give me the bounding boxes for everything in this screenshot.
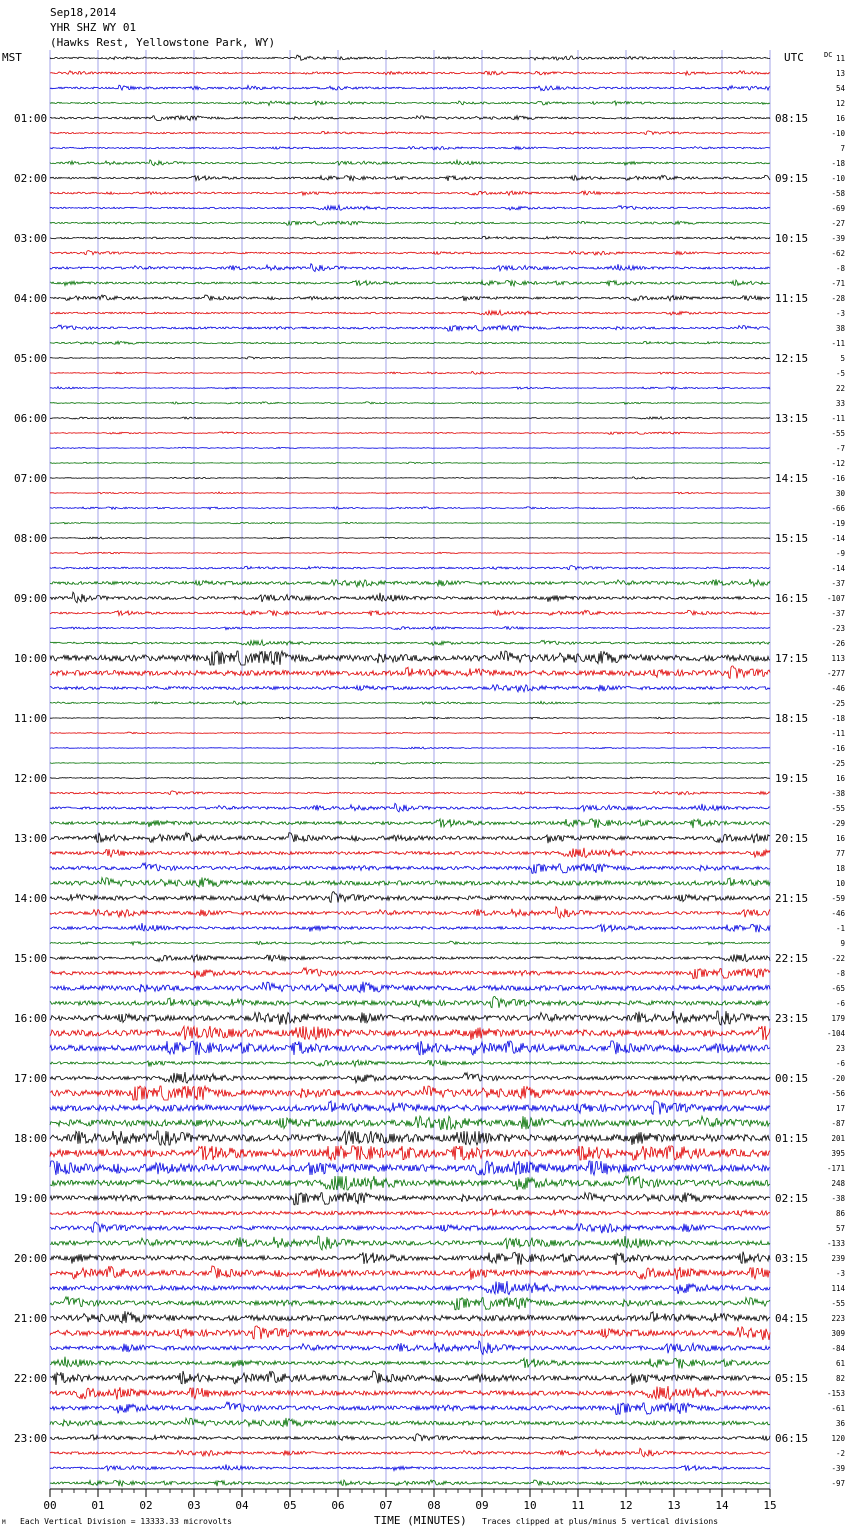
trace-76 — [50, 1176, 770, 1190]
trace-23 — [50, 387, 770, 390]
trace-29 — [50, 477, 770, 479]
dc-offset-label: 61 — [835, 1359, 845, 1368]
utc-hour-label: 03:15 — [775, 1252, 809, 1265]
trace-93 — [50, 1434, 770, 1441]
dc-offset-label: -55 — [831, 1299, 845, 1308]
dc-offset-label: -2 — [835, 1449, 845, 1458]
trace-96 — [50, 1480, 770, 1486]
x-tick-label: 13 — [667, 1499, 681, 1512]
trace-62 — [50, 968, 770, 979]
utc-hour-label: 06:15 — [775, 1432, 809, 1445]
utc-hour-label: 05:15 — [775, 1372, 809, 1385]
dc-offset-label: -1 — [835, 924, 845, 933]
mst-hour-label: 14:00 — [14, 892, 48, 905]
x-tick-label: 14 — [715, 1499, 729, 1512]
dc-offset-label: -59 — [831, 894, 845, 903]
x-tick-label: 10 — [523, 1499, 537, 1512]
dc-offset-label: -18 — [831, 159, 845, 168]
dc-offset-label: -25 — [831, 759, 845, 768]
dc-offset-label: 239 — [831, 1254, 845, 1263]
x-tick-label: 07 — [379, 1499, 393, 1512]
trace-5 — [50, 116, 770, 121]
trace-1 — [50, 55, 770, 60]
trace-49 — [50, 777, 770, 779]
dc-offset-label: 7 — [840, 144, 845, 153]
dc-offset-label: 113 — [831, 654, 845, 663]
dc-offset-label: 11 — [835, 54, 845, 63]
dc-offset-label: 248 — [831, 1179, 845, 1188]
trace-95 — [50, 1465, 770, 1471]
x-tick-label: 11 — [571, 1499, 585, 1512]
trace-44 — [50, 701, 770, 705]
utc-hour-label: 21:15 — [775, 892, 809, 905]
utc-hour-label: 11:15 — [775, 292, 809, 305]
utc-hour-label: 01:15 — [775, 1132, 809, 1145]
mst-hour-label: 20:00 — [14, 1252, 48, 1265]
trace-51 — [50, 803, 770, 812]
dc-offset-label: 223 — [831, 1314, 845, 1323]
trace-11 — [50, 205, 770, 210]
utc-hour-label: 12:15 — [775, 352, 809, 365]
trace-33 — [50, 537, 770, 539]
trace-58 — [50, 907, 770, 918]
trace-12 — [50, 221, 770, 225]
trace-67 — [50, 1041, 770, 1055]
dc-offset-label: -29 — [831, 819, 845, 828]
trace-35 — [50, 566, 770, 570]
dc-offset-label: -69 — [831, 204, 845, 213]
dc-offset-label: -19 — [831, 519, 845, 528]
dc-offset-label: -8 — [835, 969, 845, 978]
mst-hour-label: 05:00 — [14, 352, 48, 365]
mst-hour-label: 16:00 — [14, 1012, 48, 1025]
trace-90 — [50, 1386, 770, 1400]
dc-label: DC — [824, 51, 833, 59]
trace-57 — [50, 892, 770, 903]
dc-offset-label: 82 — [835, 1374, 845, 1383]
dc-offset-label: 9 — [840, 939, 845, 948]
header-location: (Hawks Rest, Yellowstone Park, WY) — [50, 36, 276, 49]
trace-75 — [50, 1161, 770, 1175]
dc-offset-label: -6 — [835, 999, 845, 1008]
trace-46 — [50, 732, 770, 734]
trace-73 — [50, 1131, 770, 1145]
dc-offset-label: 395 — [831, 1149, 845, 1158]
dc-offset-label: -8 — [835, 264, 845, 273]
dc-offset-label: -14 — [831, 564, 845, 573]
trace-65 — [50, 1011, 770, 1025]
utc-hour-label: 08:15 — [775, 112, 809, 125]
utc-hour-label: 17:15 — [775, 652, 809, 665]
trace-64 — [50, 996, 770, 1007]
dc-offset-label: -14 — [831, 534, 845, 543]
x-tick-label: 00 — [43, 1499, 57, 1512]
trace-69 — [50, 1072, 770, 1083]
trace-55 — [50, 863, 770, 873]
mst-hour-label: 04:00 — [14, 292, 48, 305]
trace-91 — [50, 1402, 770, 1415]
dc-offset-label: 86 — [835, 1209, 845, 1218]
trace-59 — [50, 923, 770, 932]
dc-offset-label: 16 — [835, 114, 845, 123]
utc-hour-label: 14:15 — [775, 472, 809, 485]
trace-92 — [50, 1418, 770, 1427]
x-tick-label: 08 — [427, 1499, 441, 1512]
trace-18 — [50, 310, 770, 315]
utc-hour-label: 20:15 — [775, 832, 809, 845]
dc-offset-label: -37 — [831, 579, 845, 588]
mst-hour-labels — [14, 112, 47, 1445]
trace-10 — [50, 191, 770, 195]
trace-16 — [50, 280, 770, 286]
dc-offset-label: -87 — [831, 1119, 845, 1128]
trace-15 — [50, 264, 770, 272]
x-axis — [43, 1489, 776, 1512]
trace-26 — [50, 432, 770, 434]
x-tick-label: 04 — [235, 1499, 249, 1512]
utc-hour-label: 18:15 — [775, 712, 809, 725]
trace-17 — [50, 295, 770, 301]
x-tick-label: 05 — [283, 1499, 297, 1512]
trace-53 — [50, 833, 770, 844]
trace-66 — [50, 1026, 770, 1040]
trace-25 — [50, 417, 770, 419]
mst-hour-label: 22:00 — [14, 1372, 48, 1385]
dc-offset-label: -97 — [831, 1479, 845, 1488]
trace-83 — [50, 1281, 770, 1295]
trace-56 — [50, 877, 770, 887]
dc-offset-label: -25 — [831, 699, 845, 708]
dc-offset-label: 13 — [835, 69, 845, 78]
mst-hour-label: 01:00 — [14, 112, 48, 125]
utc-hour-label: 19:15 — [775, 772, 809, 785]
trace-19 — [50, 325, 770, 331]
x-tick-label: 12 — [619, 1499, 633, 1512]
dc-offset-label: 16 — [835, 774, 845, 783]
trace-43 — [50, 685, 770, 692]
trace-31 — [50, 507, 770, 510]
header-station: YHR SHZ WY 01 — [50, 21, 137, 34]
trace-79 — [50, 1222, 770, 1233]
trace-72 — [50, 1116, 770, 1130]
dc-offset-label: -26 — [831, 639, 845, 648]
dc-offset-label: -58 — [831, 189, 845, 198]
trace-21 — [50, 357, 770, 359]
dc-offset-label: 120 — [831, 1434, 845, 1443]
dc-offset-label: -12 — [831, 459, 845, 468]
trace-86 — [50, 1326, 770, 1340]
trace-7 — [50, 147, 770, 150]
trace-14 — [50, 251, 770, 256]
dc-offset-label: -16 — [831, 474, 845, 483]
trace-87 — [50, 1341, 770, 1354]
trace-84 — [50, 1297, 770, 1310]
utc-hour-label: 04:15 — [775, 1312, 809, 1325]
header-date: Sep18,2014 — [50, 6, 117, 19]
trace-77 — [50, 1192, 770, 1204]
dc-offset-label: 36 — [835, 1419, 845, 1428]
dc-offset-label: -37 — [831, 609, 845, 618]
dc-offset-label: 10 — [835, 879, 845, 888]
dc-offset-label: -84 — [831, 1344, 845, 1353]
clip-note: Traces clipped at plus/minus 5 vertical divisions — [482, 1517, 719, 1526]
mst-hour-label: 23:00 — [14, 1432, 48, 1445]
utc-hour-label: 09:15 — [775, 172, 809, 185]
trace-78 — [50, 1209, 770, 1216]
dc-offset-label: 77 — [835, 849, 845, 858]
dc-offset-label: -62 — [831, 249, 845, 258]
x-tick-label: 01 — [91, 1499, 105, 1512]
trace-80 — [50, 1236, 770, 1250]
dc-offset-labels — [827, 54, 846, 1488]
dc-offset-label: -5 — [835, 369, 845, 378]
trace-52 — [50, 819, 770, 828]
trace-39 — [50, 627, 770, 630]
dc-offset-label: -55 — [831, 429, 845, 438]
dc-offset-label: 33 — [835, 399, 845, 408]
trace-68 — [50, 1060, 770, 1067]
trace-40 — [50, 640, 770, 646]
dc-offset-label: 179 — [831, 1014, 845, 1023]
dc-offset-label: 23 — [835, 1044, 845, 1053]
dc-offset-label: 18 — [835, 864, 845, 873]
utc-hour-label: 02:15 — [775, 1192, 809, 1205]
dc-offset-label: -23 — [831, 624, 845, 633]
dc-offset-label: 54 — [835, 84, 845, 93]
mst-hour-label: 21:00 — [14, 1312, 48, 1325]
dc-offset-label: -71 — [831, 279, 845, 288]
mst-label: MST — [2, 51, 22, 64]
corner-mark: M — [2, 1519, 6, 1526]
x-tick-label: 15 — [763, 1499, 777, 1512]
trace-13 — [50, 236, 770, 239]
dc-offset-label: -16 — [831, 744, 845, 753]
dc-offset-label: -38 — [831, 1194, 845, 1203]
mst-hour-label: 19:00 — [14, 1192, 48, 1205]
dc-offset-label: -65 — [831, 984, 845, 993]
utc-hour-label: 10:15 — [775, 232, 809, 245]
mst-hour-label: 02:00 — [14, 172, 48, 185]
dc-offset-label: 22 — [835, 384, 845, 393]
utc-hour-label: 22:15 — [775, 952, 809, 965]
x-tick-label: 03 — [187, 1499, 201, 1512]
dc-offset-label: -133 — [826, 1239, 845, 1248]
trace-group — [50, 55, 770, 1486]
x-axis-label: TIME (MINUTES) — [374, 1514, 467, 1527]
x-tick-label: 09 — [475, 1499, 489, 1512]
dc-offset-label: -39 — [831, 234, 845, 243]
trace-22 — [50, 371, 770, 374]
trace-27 — [50, 447, 770, 448]
dc-offset-label: -56 — [831, 1089, 845, 1098]
trace-54 — [50, 848, 770, 858]
trace-20 — [50, 341, 770, 344]
trace-36 — [50, 579, 770, 587]
dc-offset-label: -46 — [831, 909, 845, 918]
mst-hour-label: 13:00 — [14, 832, 48, 845]
utc-hour-label: 15:15 — [775, 532, 809, 545]
mst-hour-label: 06:00 — [14, 412, 48, 425]
dc-offset-label: -39 — [831, 1464, 845, 1473]
trace-48 — [50, 762, 770, 764]
dc-offset-label: 17 — [835, 1104, 845, 1113]
dc-offset-label: -3 — [835, 309, 845, 318]
dc-offset-label: -153 — [826, 1389, 845, 1398]
trace-74 — [50, 1146, 770, 1160]
trace-6 — [50, 131, 770, 135]
trace-34 — [50, 552, 770, 554]
dc-offset-label: -10 — [831, 174, 845, 183]
dc-offset-label: -7 — [835, 444, 845, 453]
trace-63 — [50, 982, 770, 993]
x-tick-label: 06 — [331, 1499, 345, 1512]
dc-offset-label: 57 — [835, 1224, 845, 1233]
trace-85 — [50, 1311, 770, 1323]
trace-94 — [50, 1448, 770, 1457]
dc-offset-label: 38 — [835, 324, 845, 333]
mst-hour-label: 18:00 — [14, 1132, 48, 1145]
mst-hour-label: 11:00 — [14, 712, 48, 725]
trace-60 — [50, 941, 770, 945]
dc-offset-label: -3 — [835, 1269, 845, 1278]
dc-offset-label: -28 — [831, 294, 845, 303]
dc-offset-label: -18 — [831, 714, 845, 723]
dc-offset-label: -66 — [831, 504, 845, 513]
mst-hour-label: 15:00 — [14, 952, 48, 965]
dc-offset-label: -171 — [826, 1164, 845, 1173]
dc-offset-label: -11 — [831, 339, 845, 348]
dc-offset-label: 12 — [835, 99, 845, 108]
trace-38 — [50, 610, 770, 616]
mst-hour-label: 09:00 — [14, 592, 48, 605]
trace-47 — [50, 747, 770, 749]
trace-42 — [50, 666, 770, 678]
utc-hour-labels — [775, 112, 808, 1445]
dc-offset-label: 309 — [831, 1329, 845, 1338]
trace-28 — [50, 462, 770, 464]
dc-offset-label: 114 — [831, 1284, 845, 1293]
x-tick-label: 02 — [139, 1499, 153, 1512]
trace-71 — [50, 1101, 770, 1115]
dc-offset-label: -61 — [831, 1404, 845, 1413]
mst-hour-label: 12:00 — [14, 772, 48, 785]
dc-offset-label: -104 — [826, 1029, 845, 1038]
dc-offset-label: -38 — [831, 789, 845, 798]
trace-32 — [50, 522, 770, 524]
mst-hour-label: 10:00 — [14, 652, 48, 665]
dc-offset-label: -6 — [835, 1059, 845, 1068]
utc-hour-label: 13:15 — [775, 412, 809, 425]
mst-hour-label: 03:00 — [14, 232, 48, 245]
dc-offset-label: -11 — [831, 729, 845, 738]
dc-offset-label: -277 — [826, 669, 845, 678]
dc-offset-label: -20 — [831, 1074, 845, 1083]
trace-3 — [50, 85, 770, 91]
trace-4 — [50, 101, 770, 106]
dc-offset-label: -46 — [831, 684, 845, 693]
dc-offset-label: 16 — [835, 834, 845, 843]
dc-offset-label: 5 — [840, 354, 845, 363]
utc-label: UTC — [784, 51, 804, 64]
trace-70 — [50, 1086, 770, 1100]
trace-2 — [50, 71, 770, 76]
utc-hour-label: 23:15 — [775, 1012, 809, 1025]
trace-8 — [50, 160, 770, 166]
trace-61 — [50, 954, 770, 962]
trace-81 — [50, 1252, 770, 1265]
dc-offset-label: -9 — [835, 549, 845, 558]
scale-note: Each Vertical Division = 13333.33 microvolts — [20, 1517, 232, 1526]
dc-offset-label: 201 — [831, 1134, 845, 1143]
dc-offset-label: -22 — [831, 954, 845, 963]
trace-89 — [50, 1371, 770, 1385]
utc-hour-label: 00:15 — [775, 1072, 809, 1085]
dc-offset-label: -107 — [826, 594, 845, 603]
trace-82 — [50, 1266, 770, 1280]
trace-24 — [50, 402, 770, 404]
dc-offset-label: -27 — [831, 219, 845, 228]
trace-30 — [50, 492, 770, 494]
mst-hour-label: 17:00 — [14, 1072, 48, 1085]
trace-50 — [50, 791, 770, 795]
trace-45 — [50, 717, 770, 719]
mst-hour-label: 07:00 — [14, 472, 48, 485]
mst-hour-label: 08:00 — [14, 532, 48, 545]
dc-offset-label: -11 — [831, 414, 845, 423]
dc-offset-label: -55 — [831, 804, 845, 813]
trace-9 — [50, 175, 770, 181]
dc-offset-label: 30 — [835, 489, 845, 498]
dc-offset-label: -10 — [831, 129, 845, 138]
trace-37 — [50, 592, 770, 603]
utc-hour-label: 16:15 — [775, 592, 809, 605]
trace-41 — [50, 651, 770, 665]
trace-88 — [50, 1357, 770, 1369]
